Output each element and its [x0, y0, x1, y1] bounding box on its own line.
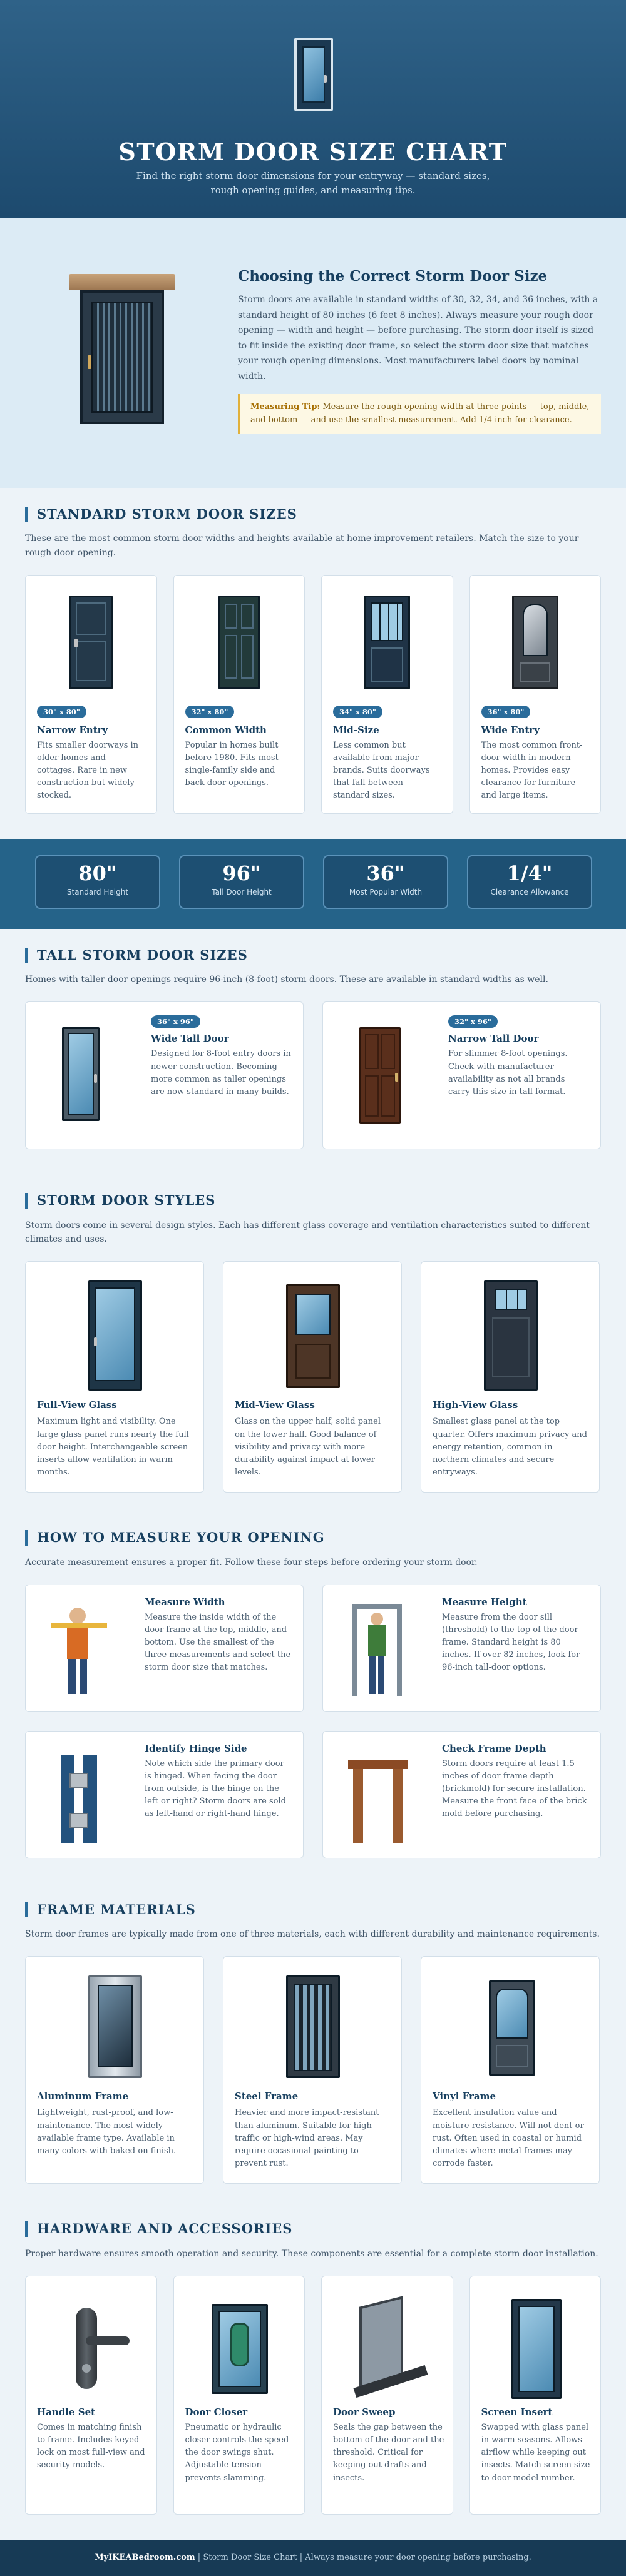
measuring-tip [238, 394, 601, 434]
footer-separator: | [195, 2552, 203, 2562]
card-title: Check Frame Depth [442, 1742, 546, 1754]
card-title: Door Sweep [333, 2406, 396, 2418]
section-heading: STANDARD STORM DOOR SIZES [25, 507, 601, 522]
section-lead: These are the most common storm door widths and heights available at home improvement retailers. Match the size to your rough door opening. [25, 534, 579, 558]
section-lead: Accurate measurement ensures a proper fit. Follow these four steps before ordering your storm door. [25, 1557, 478, 1568]
card-title: Narrow Entry [37, 724, 108, 736]
card-title: Steel Frame [235, 2091, 299, 2102]
door-icon [507, 596, 563, 689]
material-card [223, 1956, 402, 2184]
steel-frame-icon [279, 1975, 347, 2082]
card-description: Excellent insulation value and moisture resistance. Will not dent or rust. Often used in coastal or humid climates where metal frames may corrode faster. [433, 2108, 584, 2168]
style-card [421, 1261, 600, 1493]
handle-set-icon [51, 2295, 132, 2401]
door-icon [348, 1027, 404, 1127]
measure-step-card [322, 1585, 601, 1712]
stat-label: Tall Door Height [212, 887, 272, 896]
stat-box [323, 855, 448, 909]
card-title: Mid-View Glass [235, 1399, 315, 1411]
card-description: Lightweight, rust-proof, and low-maintenance. The most widely available frame type. Available in many colors with baked-on finish. [37, 2108, 177, 2156]
size-badge: 30" x 80" [37, 706, 86, 718]
card-title: Handle Set [37, 2406, 96, 2418]
card-title: Screen Insert [481, 2406, 553, 2418]
size-card [173, 575, 305, 814]
card-title: Mid-Size [333, 724, 379, 736]
card-title: Measure Width [145, 1596, 225, 1608]
card-description: Measure from the door sill (threshold) to the top of the door frame. Standard height is 80 inches. If over 82 inches, look for 96-inch tall-door options. [442, 1612, 580, 1673]
card-title: Wide Entry [481, 724, 540, 736]
card-description: Pneumatic or hydraulic closer controls the speed the door swings shut. Adjustable tension prevents slamming. [185, 2422, 289, 2483]
size-card [470, 575, 602, 814]
footer-text: Storm Door Size Chart [203, 2552, 297, 2562]
high-view-door-icon [476, 1280, 545, 1393]
stat-box [179, 855, 304, 909]
material-card [421, 1956, 600, 2184]
screen-insert-icon [495, 2295, 577, 2401]
card-description: The most common front-door width in modern homes. Provides easy clearance for furniture and large items. [481, 740, 583, 801]
measure-section [0, 1493, 626, 1858]
mid-view-door-icon [279, 1280, 347, 1393]
stat-value: 96" [222, 861, 261, 885]
stat-value: 1/4" [506, 861, 553, 885]
stat-label: Standard Height [66, 887, 129, 896]
material-card [25, 1956, 204, 2184]
tip-label: Measuring Tip: [250, 402, 321, 412]
card-title: Vinyl Frame [433, 2091, 496, 2102]
card-description: Comes in matching finish to frame. Includes keyed lock on most full-view and security models. [37, 2422, 145, 2470]
vinyl-frame-icon [476, 1975, 545, 2082]
section-heading: HARDWARE AND ACCESSORIES [25, 2221, 601, 2236]
card-title: Measure Height [442, 1596, 527, 1608]
worker-measuring-icon [51, 1604, 107, 1698]
aluminum-frame-icon [81, 1975, 150, 2082]
card-description: Fits smaller doorways in older homes and cottages. Rare in new construction but widely stocked. [37, 740, 139, 801]
card-description: Glass on the upper half, solid panel on the lower half. Good balance of visibility and privacy with more durability against impact at lower levels. [235, 1417, 381, 1477]
full-view-door-icon [81, 1280, 150, 1393]
styles-section [0, 1149, 626, 1493]
card-title: Door Closer [185, 2406, 248, 2418]
card-description: Less common but available from major brands. Suits doorways that fall between standard sizes. [333, 740, 430, 801]
card-description: Seals the gap between the bottom of the door and the threshold. Critical for keeping out drafts and insects. [333, 2422, 444, 2483]
style-card [223, 1261, 402, 1493]
section-lead: Storm doors come in several design styles. Each has different glass coverage and ventilation characteristics suited to different climates and uses. [25, 1220, 590, 1244]
hardware-card [321, 2276, 453, 2515]
footer-note: Always measure your door opening before purchasing. [305, 2552, 531, 2562]
door-frame-measure-icon [348, 1604, 404, 1698]
card-title: Aluminum Frame [37, 2091, 129, 2102]
section-heading: FRAME MATERIALS [25, 1902, 601, 1917]
card-description: Designed for 8-foot entry doors in newer construction. Becoming more common as taller openings are now standard in many builds. [151, 1049, 291, 1097]
card-title: Wide Tall Door [151, 1033, 229, 1045]
card-description: Note which side the primary door is hinged. When facing the door from outside, is the hinge on the left or right? Storm doors are sold as left-hand or right-hand hinge. [145, 1758, 286, 1819]
stat-label: Most Popular Width [349, 887, 423, 896]
stat-value: 80" [78, 861, 117, 885]
door-sweep-icon [347, 2295, 428, 2401]
door-icon [211, 596, 267, 689]
card-description: Measure the inside width of the door frame at the top, middle, and bottom. Use the smallest of the three measurements and select the storm door size that matches. [145, 1612, 291, 1673]
card-description: For slimmer 8-foot openings. Check with manufacturer availability as not all brands carry this size in tall format. [448, 1049, 568, 1097]
measure-step-card [322, 1731, 601, 1858]
measure-step-card [25, 1585, 304, 1712]
card-title: High-View Glass [433, 1399, 518, 1411]
card-title: Full-View Glass [37, 1399, 117, 1411]
hardware-card [25, 2276, 157, 2515]
section-heading: HOW TO MEASURE YOUR OPENING [25, 1530, 601, 1545]
door-closer-icon [199, 2295, 280, 2401]
hardware-section [0, 2184, 626, 2515]
tip-text: Measure the rough opening width at three points — top, middle, and bottom — and use the smallest measurement. Add 1/4 inch for clearance. [250, 402, 590, 425]
front-door-illustration [69, 274, 175, 424]
stat-box [467, 855, 592, 909]
card-title: Narrow Tall Door [448, 1033, 539, 1045]
section-heading: STORM DOOR STYLES [25, 1193, 601, 1208]
section-heading: TALL STORM DOOR SIZES [25, 948, 601, 963]
size-badge: 32" x 96" [448, 1015, 498, 1028]
footer-site-link[interactable]: MyIKEABedroom.com [95, 2552, 195, 2562]
materials-section [0, 1858, 626, 2184]
card-description: Storm doors require at least 1.5 inches of door frame depth (brickmold) for secure installation. Measure the front face of the brick mold before purchasing. [442, 1758, 587, 1819]
intro-body: Storm doors are available in standard widths of 30, 32, 34, and 36 inches, with a standard height of 80 inches (6 feet 8 inches). Always measure your rough door opening — width and height — before purchasing. The storm door itself is sized to fit inside the existing door frame, so select the storm door size that matches your rough opening dimensions. Most manufacturers label doors by nominal width. [238, 295, 598, 382]
size-card [25, 575, 157, 814]
page-subtitle: Find the right storm door dimensions for your entryway — standard sizes, rough opening guides, and measuring tips. [136, 170, 490, 196]
stat-value: 36" [366, 861, 405, 885]
card-title: Identify Hinge Side [145, 1742, 247, 1754]
size-badge: 32" x 80" [185, 706, 235, 718]
size-card [321, 575, 453, 814]
measure-step-card [25, 1731, 304, 1858]
intro-section [0, 218, 626, 488]
storm-door-icon [294, 38, 333, 111]
brickmold-frame-icon [348, 1750, 404, 1844]
stat-box [35, 855, 160, 909]
hinge-icon [51, 1750, 107, 1844]
card-title: Common Width [185, 724, 267, 736]
tall-size-card [322, 1001, 601, 1149]
card-description: Smallest glass panel at the top quarter. Offers maximum privacy and energy retention, common in northern climates and secure entryways. [433, 1417, 587, 1477]
section-lead: Proper hardware ensures smooth operation and security. These components are essential for a complete storm door installation. [25, 2248, 598, 2259]
size-badge: 34" x 80" [333, 706, 382, 718]
section-lead: Homes with taller door openings require 96-inch (8-foot) storm doors. These are available in standard widths as well. [25, 975, 548, 985]
card-description: Heavier and more impact-resistant than aluminum. Suitable for high-traffic or high-wind areas. May require occasional painting to prevent rust. [235, 2108, 379, 2168]
tall-sizes-section [0, 929, 626, 1150]
style-card [25, 1261, 204, 1493]
hardware-card [470, 2276, 602, 2515]
footer-separator: | [297, 2552, 305, 2562]
hardware-card [173, 2276, 305, 2515]
door-icon [51, 1027, 107, 1127]
size-badge: 36" x 96" [151, 1015, 200, 1028]
stats-bar [0, 839, 626, 929]
door-icon [63, 596, 119, 689]
door-icon [359, 596, 415, 689]
hero-banner [0, 0, 626, 218]
card-description: Popular in homes built before 1980. Fits most single-family side and back door openings. [185, 740, 279, 788]
card-description: Maximum light and visibility. One large glass panel runs nearly the full door height. Interchangeable screen inserts allow ventilation in warm months. [37, 1417, 189, 1477]
tall-size-card [25, 1001, 304, 1149]
section-lead: Storm door frames are typically made from one of three materials, each with different durability and maintenance requirements. [25, 1929, 600, 1940]
page-title: STORM DOOR SIZE CHART [118, 138, 508, 166]
standard-sizes-section [0, 488, 626, 814]
stat-label: Clearance Allowance [490, 887, 569, 896]
intro-heading: Choosing the Correct Storm Door Size [238, 268, 548, 285]
card-description: Swapped with glass panel in warm seasons. Allows airflow while keeping out insects. Match screen size to door model number. [481, 2422, 590, 2483]
size-badge: 36" x 80" [481, 706, 531, 718]
